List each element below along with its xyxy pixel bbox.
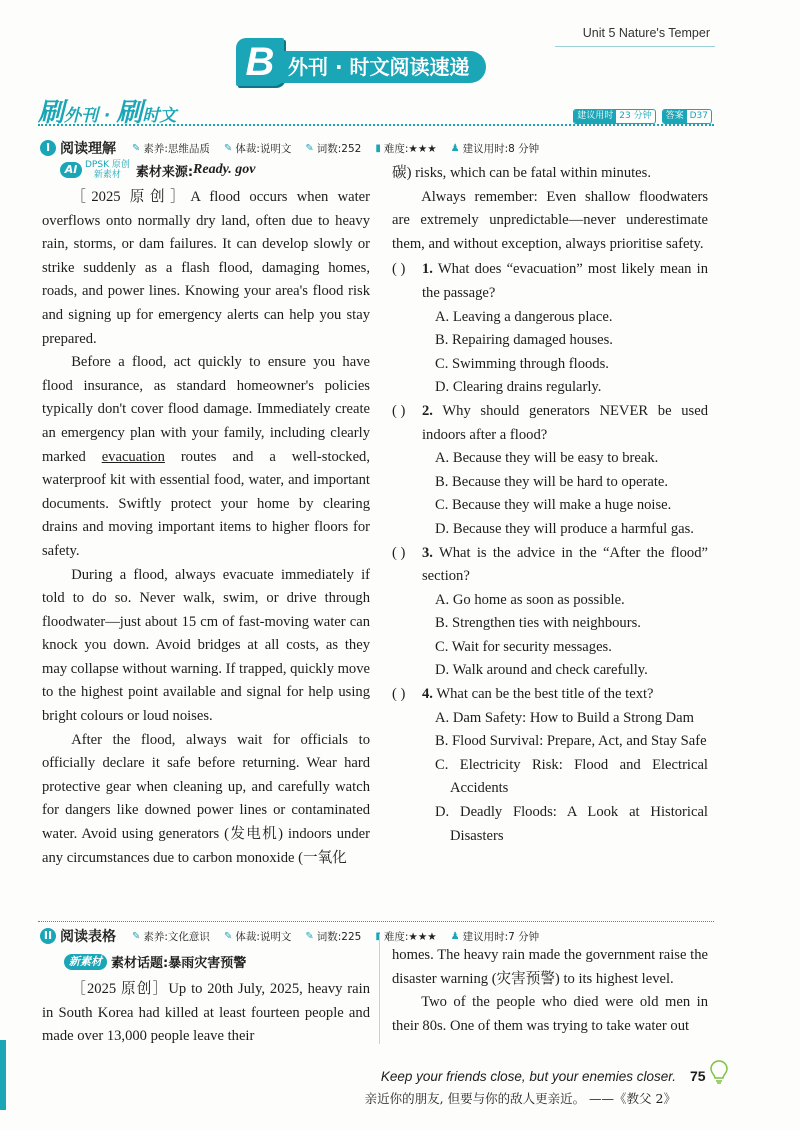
word-count-icon: ✎ <box>305 930 314 942</box>
paragraph-2 <box>42 351 370 563</box>
meta-tags <box>573 109 712 124</box>
word-count-icon: ✎ <box>305 142 314 154</box>
question-stem: What is the advice in the “After the flood” section? <box>422 544 708 585</box>
timer-icon: ♟ <box>450 142 460 154</box>
header-divider <box>38 124 714 126</box>
banner-letter: B <box>236 38 284 86</box>
literacy-icon: ✎ <box>132 930 141 942</box>
question-number: 3. <box>422 544 433 561</box>
timer-icon: ♟ <box>450 930 460 942</box>
option: D. Walk around and check carefully. <box>435 662 648 679</box>
topic-line <box>64 952 246 971</box>
section-1-words: 词数:252 <box>316 142 362 155</box>
section-divider <box>38 921 714 922</box>
option: A. Go home as soon as possible. <box>435 591 625 608</box>
underlined-word-evacuation: evacuation <box>101 448 165 465</box>
answer-tag-value: D37 <box>689 111 708 121</box>
answer-bracket[interactable]: ( ) <box>392 402 406 419</box>
ai-origin-tag <box>85 160 130 180</box>
time-tag-label: 建议用时 <box>574 110 616 123</box>
option: D. Deadly Floods: A Look at Historical Disasters <box>435 804 708 844</box>
option: B. Strengthen ties with neighbours. <box>435 615 641 632</box>
section-2-genre: 体裁:说明文 <box>235 930 292 943</box>
quote-chinese: 亲近你的朋友, 但要与你的敌人更亲近。 ——《教父 2》 <box>364 1091 676 1106</box>
section-banner <box>236 40 486 84</box>
paragraph-1: ［2025 原创］A flood occurs when water overflows onto normally dry land, often due to heavy rain, storms, or dam failures. It can develop slowly or strike suddenly as a flash flood, damaging homes, roads, and power lines. Knowing your area's flood risk and signing up for emergency alerts can help you stay prepared. <box>42 189 370 347</box>
source-label: 素材来源: <box>135 164 194 180</box>
section-1-title: 阅读理解 <box>60 141 116 157</box>
time-tag-value: 23 分钟 <box>619 111 652 121</box>
option: A. Leaving a dangerous place. <box>435 308 613 325</box>
question-3 <box>392 542 708 684</box>
option: D. Because they will produce a harmful gas. <box>435 520 694 537</box>
source-value: Ready. gov <box>193 162 256 177</box>
paragraph-2-start: Before a flood, act quickly to ensure you have flood insurance, as standard homeowner's policies typically don't cover flood damage. Immediately create an emergency plan with your family, including clearly marked <box>42 354 370 465</box>
brush-char-1: 刷 <box>38 98 65 128</box>
passage-right-column <box>392 162 708 848</box>
brush-tail-2: 时文 <box>142 106 177 126</box>
question-1 <box>392 258 708 400</box>
section-1-header <box>40 138 553 158</box>
section-2-difficulty: 难度:★★★ <box>383 930 437 943</box>
option: C. Because they will make a huge noise. <box>435 497 672 514</box>
paragraph-4: After the flood, always wait for officials to officially declare it safe before returning. Wear hard protective gear when cleaning up, and carefully watch for dangers like downed power lines or contaminated water. Avoid using generators (发电机) indoors under any circumstances due to carbon monoxide (一氧化 <box>42 731 370 866</box>
question-stem: What can be the best title of the text? <box>436 686 654 703</box>
question-stem: Why should generators NEVER be used indoors after a flood? <box>422 402 708 443</box>
section-1-literacy: 素养:思维品质 <box>143 142 210 155</box>
time-tag <box>573 109 655 124</box>
topic-label: 素材话题:暴雨灾害预警 <box>111 956 247 971</box>
section-2-words: 词数:225 <box>316 930 362 943</box>
option: B. Because they will be hard to operate. <box>435 473 669 490</box>
ai-badge-icon: AI <box>60 162 82 178</box>
brush-tail-1: 外刊 · <box>64 106 117 126</box>
option: C. Electricity Risk: Flood and Electrical Accidents <box>435 756 708 797</box>
section-2-paragraph-1-continued: homes. The heavy rain made the government raise the disaster warning (灾害预警) to its highest level. <box>392 947 708 987</box>
ai-tag-line-2: 新素材 <box>93 170 121 180</box>
genre-icon: ✎ <box>223 930 233 942</box>
question-2 <box>392 400 708 542</box>
answer-tag-label: 答案 <box>663 110 687 123</box>
difficulty-icon: ▮ <box>375 142 381 154</box>
question-number: 2. <box>422 402 433 419</box>
answer-bracket[interactable]: ( ) <box>392 261 406 278</box>
option: B. Repairing damaged houses. <box>435 332 613 349</box>
section-2-left-column <box>42 978 370 1049</box>
section-2-literacy: 素养:文化意识 <box>143 930 210 943</box>
paragraph-4-continued: 碳) risks, which can be fatal within minutes. <box>392 165 651 181</box>
page-edge-bar <box>0 1040 6 1110</box>
lightbulb-icon <box>710 1060 728 1084</box>
option: C. Wait for security messages. <box>435 638 612 655</box>
quote-english: Keep your friends close, but your enemies closer. <box>380 1069 676 1084</box>
unit-underline <box>555 46 715 47</box>
unit-label: Unit 5 Nature's Temper <box>582 26 710 40</box>
section-2-paragraph-1: ［2025 原创］Up to 20th July, 2025, heavy rain in South Korea had killed at least fourteen people and made over 13,000 people leave their <box>42 981 370 1045</box>
section-1-number: I <box>40 140 56 156</box>
question-stem: What does “evacuation” most likely mean in the passage? <box>422 261 708 301</box>
section-1-time: 建议用时:8 分钟 <box>462 142 540 155</box>
question-list <box>392 258 708 848</box>
paragraph-5: Always remember: Even shallow floodwaters are extremely unpredictable—never underestimate them, and without exception, always prioritise safety. <box>392 188 708 252</box>
column-separator <box>379 934 380 1044</box>
section-2-time: 建议用时:7 分钟 <box>462 930 540 943</box>
option: D. Clearing drains regularly. <box>435 379 602 396</box>
new-material-badge: 新素材 <box>64 954 107 970</box>
source-line <box>60 160 256 180</box>
answer-bracket[interactable]: ( ) <box>392 686 406 703</box>
genre-icon: ✎ <box>223 142 233 154</box>
section-2-header <box>40 926 553 946</box>
answer-tag <box>662 109 712 124</box>
section-2-title: 阅读表格 <box>60 929 116 945</box>
banner-title: 外刊 · 时文阅读速递 <box>280 51 486 83</box>
literacy-icon: ✎ <box>132 142 141 154</box>
option: C. Swimming through floods. <box>435 355 609 372</box>
answer-bracket[interactable]: ( ) <box>392 544 406 561</box>
difficulty-icon: ▮ <box>375 930 381 942</box>
question-4 <box>392 683 708 848</box>
option: A. Because they will be easy to break. <box>435 450 659 467</box>
page-number: 75 <box>690 1068 706 1084</box>
section-2-paragraph-2: Two of the people who died were old men in their 80s. One of them was trying to take water out <box>392 994 708 1034</box>
brush-char-2: 刷 <box>116 98 143 128</box>
section-1-difficulty: 难度:★★★ <box>383 142 437 155</box>
section-2-number: II <box>40 928 56 944</box>
question-number: 1. <box>422 261 433 278</box>
paragraph-3: During a flood, always evacuate immediately if told to do so. Never walk, swim, or drive through floodwater—just about 15 cm of fast-moving water can knock you down. Avoid bridges at all costs, as they may collapse without warning. If trapped, quickly move to the highest point available and signal for help using bright colours or loud noises. <box>42 566 370 725</box>
paragraph-2-end: routes and a well-stocked, waterproof kit with essential food, water, and important documents. Swiftly protect your home by clearing drains and moving important items to higher floors for safety. <box>42 448 370 559</box>
option: A. Dam Safety: How to Build a Strong Dam <box>435 709 695 726</box>
option: B. Flood Survival: Prepare, Act, and Stay Safe <box>435 733 707 750</box>
section-2-right-column <box>392 944 708 1038</box>
question-number: 4. <box>422 686 433 703</box>
section-1-genre: 体裁:说明文 <box>235 142 292 155</box>
passage-left-column <box>42 186 370 870</box>
ai-tag-line-1: DPSK 原创 <box>85 160 130 170</box>
